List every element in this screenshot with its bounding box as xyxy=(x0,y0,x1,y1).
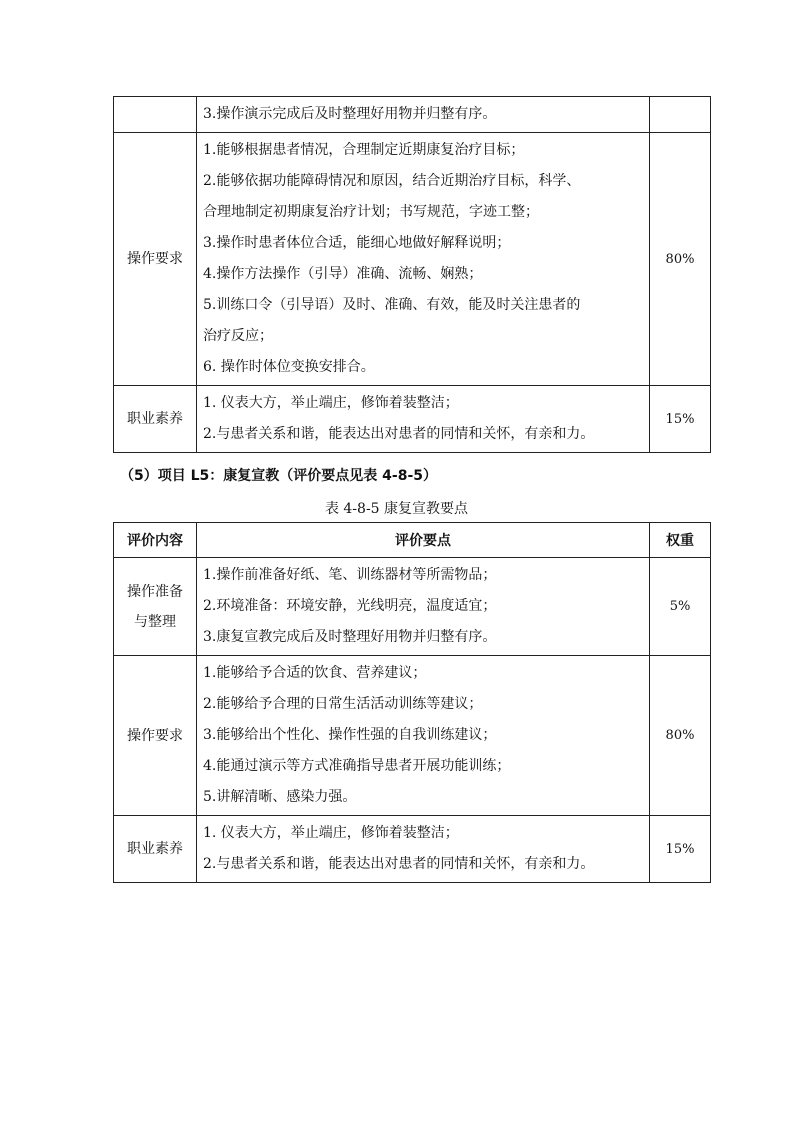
category-cell xyxy=(114,97,197,133)
point-line: 2.环境准备：环境安静，光线明亮，温度适宜； xyxy=(203,598,497,614)
category-line: 操作要求 xyxy=(127,727,183,744)
point-line: 3.康复宣教完成后及时整理好用物并归整有序。 xyxy=(203,629,497,645)
category-cell xyxy=(114,656,197,816)
weight-cell: 80% xyxy=(650,656,711,816)
point-line: 1.能够根据患者情况，合理制定近期康复治疗目标； xyxy=(203,142,525,158)
table-row xyxy=(114,816,711,883)
point-line: 合理地制定初期康复治疗计划；书写规范，字迹工整； xyxy=(203,204,539,220)
point-line: 3.能够给出个性化、操作性强的自我训练建议； xyxy=(203,727,497,743)
category-cell xyxy=(114,816,197,883)
header-evaluation-content: 评价内容 xyxy=(114,523,197,558)
point-line: 2.与患者关系和谐，能表达出对患者的同情和关怀，有亲和力。 xyxy=(203,426,595,442)
point-line: 4.操作方法操作（引导）准确、流畅、娴熟； xyxy=(203,266,483,282)
weight-cell: 15% xyxy=(650,816,711,883)
point-line: 2.能够依据功能障碍情况和原因，结合近期治疗目标，科学、 xyxy=(203,173,581,189)
point-line: 6. 操作时体位变换安排合。 xyxy=(203,359,375,375)
category-line: 操作准备 xyxy=(127,583,183,600)
category-line: 与整理 xyxy=(134,613,176,630)
table-row xyxy=(114,133,711,386)
header-evaluation-points: 评价要点 xyxy=(197,523,650,558)
category-cell: 操作要求 xyxy=(114,133,197,386)
category-cell: 职业素养 xyxy=(114,386,197,453)
points-cell xyxy=(197,133,650,386)
point-line: 4.能通过演示等方式准确指导患者开展功能训练； xyxy=(203,758,511,774)
point-line: 1. 仪表大方，举止端庄，修饰着装整洁； xyxy=(203,825,459,841)
points-cell xyxy=(197,386,650,453)
points-cell xyxy=(197,656,650,816)
weight-cell: 15% xyxy=(650,386,711,453)
table-row xyxy=(114,558,711,656)
table-header-row xyxy=(114,523,711,558)
weight-cell: 80% xyxy=(650,133,711,386)
point-line: 1.能够给予合适的饮食、营养建议； xyxy=(203,665,427,681)
point-line: 5.训练口令（引导语）及时、准确、有效，能及时关注患者的 xyxy=(203,297,581,313)
continued-evaluation-table xyxy=(113,96,711,453)
weight-cell xyxy=(650,97,711,133)
point-line: 5.讲解清晰、感染力强。 xyxy=(203,789,357,805)
point-line: 治疗反应； xyxy=(203,328,273,344)
point-line: 2.能够给予合理的日常生活活动训练等建议； xyxy=(203,696,483,712)
weight-cell: 5% xyxy=(650,558,711,656)
section-heading: （5）项目 L5：康复宣教（评价要点见表 4-8-5） xyxy=(120,468,437,484)
point-line: 3.操作时患者体位合适，能细心地做好解释说明； xyxy=(203,235,511,251)
points-cell xyxy=(197,816,650,883)
point-line: 2.与患者关系和谐，能表达出对患者的同情和关怀，有亲和力。 xyxy=(203,856,595,872)
category-line: 职业素养 xyxy=(127,841,183,857)
points-cell xyxy=(197,558,650,656)
point-line: 1. 仪表大方，举止端庄，修饰着装整洁； xyxy=(203,395,459,411)
header-weight: 权重 xyxy=(650,523,711,558)
points-cell xyxy=(197,97,650,133)
table-row xyxy=(114,656,711,816)
table-row xyxy=(114,97,711,133)
table-row xyxy=(114,386,711,453)
category-cell xyxy=(114,558,197,656)
point-line: 3.操作演示完成后及时整理好用物并归整有序。 xyxy=(203,106,497,122)
table-caption: 表 4-8-5 康复宣教要点 xyxy=(324,501,469,517)
rehab-education-table xyxy=(113,522,711,883)
point-line: 1.操作前准备好纸、笔、训练器材等所需物品； xyxy=(203,567,497,583)
